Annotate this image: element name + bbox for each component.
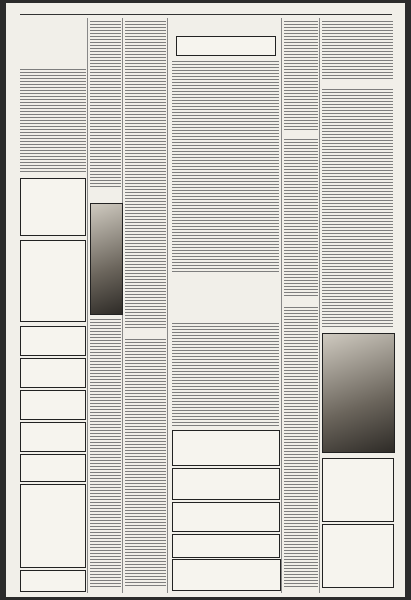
column-3	[125, 18, 168, 593]
ad-box	[20, 484, 86, 568]
bottom-banner	[172, 559, 281, 591]
ad-box	[172, 430, 280, 466]
text-column	[125, 20, 166, 330]
ad-box	[20, 326, 86, 356]
headline-box	[176, 36, 276, 56]
text-column	[322, 20, 393, 80]
column-4	[170, 18, 282, 593]
headline	[170, 276, 280, 318]
ad-box	[20, 422, 86, 452]
column-1	[20, 18, 88, 593]
column-2	[90, 18, 123, 593]
ad-box	[20, 178, 86, 236]
column-5	[284, 18, 320, 593]
text-column	[284, 20, 318, 130]
ad-box	[322, 458, 394, 522]
ad-box	[20, 390, 86, 420]
text-column	[284, 138, 318, 298]
ad-box	[20, 454, 86, 482]
text-column	[20, 68, 86, 173]
photo	[322, 333, 395, 453]
newspaper-page	[6, 3, 405, 597]
column-6	[322, 18, 394, 593]
text-column	[90, 20, 121, 188]
photo	[90, 203, 123, 315]
text-column	[284, 306, 318, 588]
text-column	[172, 60, 279, 272]
ad-box	[322, 524, 394, 588]
text-column	[172, 322, 279, 427]
text-column	[90, 318, 121, 588]
ad-box	[172, 502, 280, 532]
text-column	[322, 88, 393, 328]
text-column	[125, 338, 166, 588]
ad-box	[172, 468, 280, 500]
ad-box	[20, 358, 86, 388]
ad-box	[20, 240, 86, 322]
ad-box	[172, 534, 280, 558]
article-block	[20, 20, 84, 62]
masthead	[20, 7, 392, 15]
ad-box	[20, 570, 86, 592]
